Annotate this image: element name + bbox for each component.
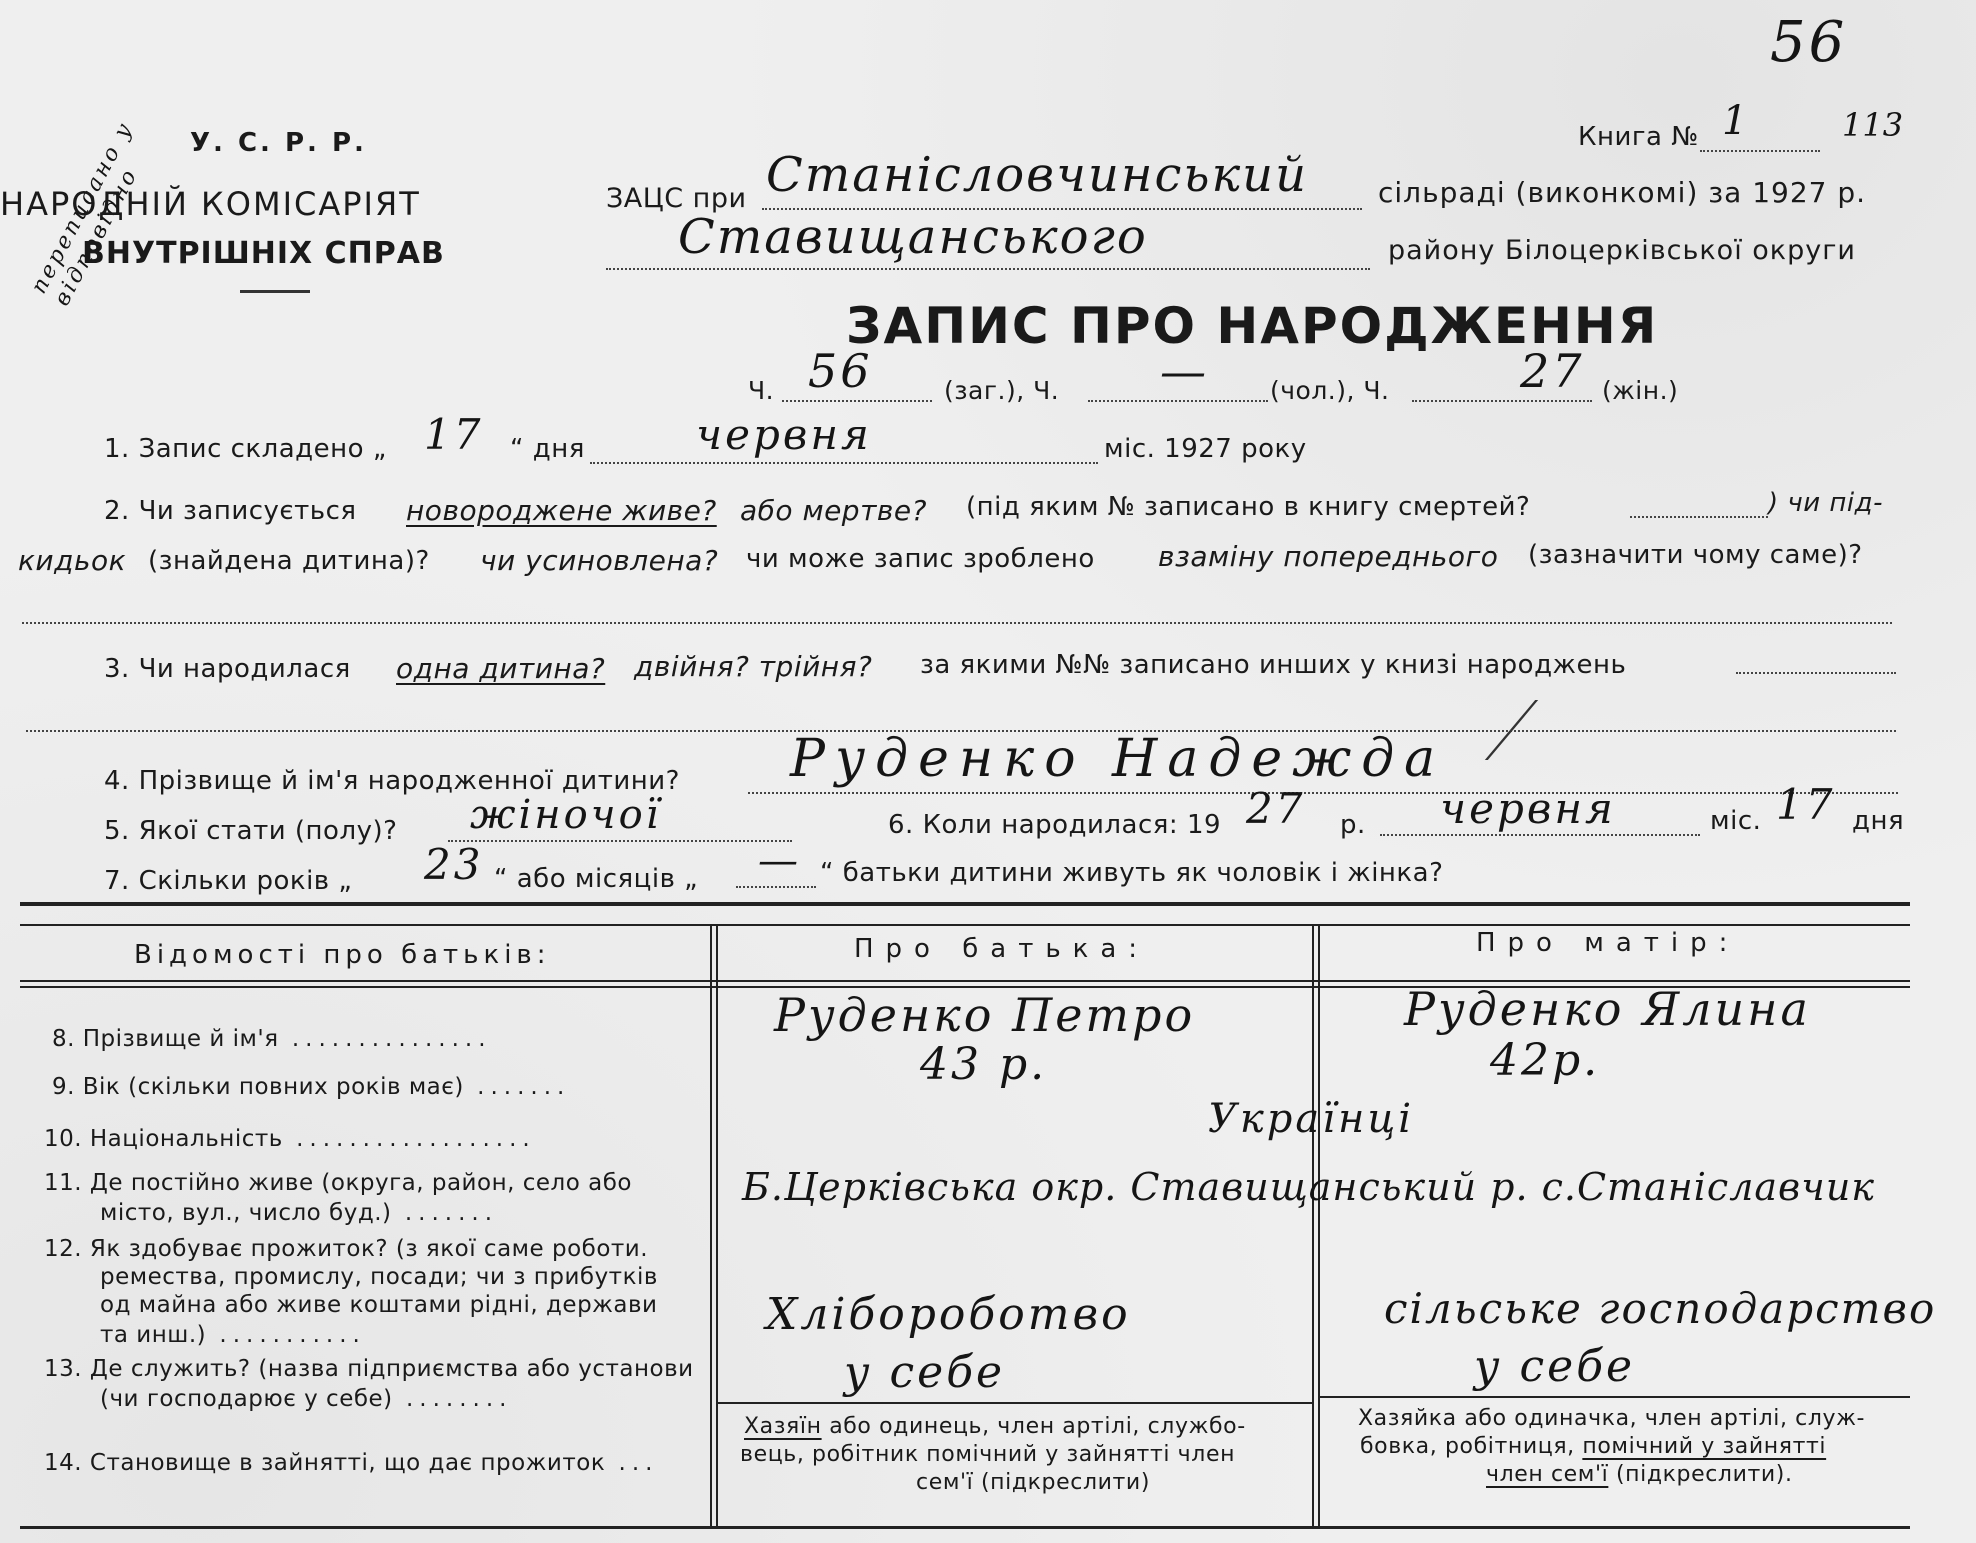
q1-month-line xyxy=(590,462,1098,464)
q2-replacement-option: взаміну попереднього xyxy=(1158,540,1499,573)
row-14-leader: ... xyxy=(605,1450,659,1476)
mother-age-value: 42р. xyxy=(1490,1035,1601,1086)
q1-day-suffix: “ дня xyxy=(510,434,585,464)
mother-status-line1: Хазяйка або одиначка, член артілі, служ- xyxy=(1358,1406,1866,1431)
q7-label: 7. Скільки років „ xyxy=(104,866,353,896)
record-title: ЗАПИС ПРО НАРОДЖЕННЯ xyxy=(846,297,1659,355)
table-top-rule xyxy=(20,902,1910,906)
female-number-label: (жін.) xyxy=(1602,376,1679,405)
female-number-line xyxy=(1412,400,1592,402)
mother-status-note: (підкреслити). xyxy=(1615,1462,1793,1487)
zags-label: ЗАЦС при xyxy=(606,183,747,214)
q6-day-label: дня xyxy=(1852,806,1905,836)
page-number: 113 xyxy=(1842,106,1904,144)
book-label: Книга № xyxy=(1578,122,1699,152)
republic-label: У. С. Р. Р. xyxy=(190,128,367,158)
commissariat-line1: НАРОДНІЙ КОМІСАРІЯТ xyxy=(0,185,421,223)
header-about-mother: Про матір: xyxy=(1476,928,1740,958)
q2-blank-line xyxy=(22,622,1892,624)
row-12-text-d: та инш.) xyxy=(100,1322,207,1348)
q7-suffix: “ батьки дитини живуть як чоловік і жінка? xyxy=(820,858,1444,888)
q1-label: 1. Запис складено „ xyxy=(104,434,387,464)
row-12-label-d xyxy=(100,1320,366,1350)
margin-note: переписано у відповідно xyxy=(26,117,144,311)
q2-alive-option: новороджене живе? xyxy=(406,494,717,527)
mother-status-helper: помічний у зайнятті xyxy=(1582,1434,1827,1459)
district-suffix: району Білоцерківської округи xyxy=(1388,235,1856,266)
q4-label: 4. Прізвище й ім'я народженної дитини? xyxy=(104,766,680,796)
q6-month-line xyxy=(1380,834,1700,836)
row-11-label-a: 11. Де постійно живе (округа, район, село або xyxy=(44,1170,632,1196)
row-10-leader: .................. xyxy=(282,1126,536,1152)
q4-child-name-line xyxy=(748,792,1898,794)
table-bottom-rule xyxy=(20,1526,1910,1529)
row-11-label-b xyxy=(100,1198,498,1228)
q6-month-label: міс. xyxy=(1710,806,1762,836)
q3-other-records-line xyxy=(1736,672,1896,674)
col-divider-2a xyxy=(1312,924,1314,1526)
q1-month-value: червня xyxy=(696,410,872,459)
q3-part1: 3. Чи народилася xyxy=(104,654,351,684)
header-about-father: Про батька: xyxy=(854,934,1150,964)
father-occupation-value: Хлібороботво xyxy=(766,1289,1131,1340)
row-14-text: 14. Становище в зайнятті, що дає прожиток xyxy=(44,1450,606,1476)
nationality-value: Українці xyxy=(1208,1096,1415,1142)
book-number: 1 xyxy=(1722,98,1751,144)
q4-child-name-value: Руденко Надежда xyxy=(790,729,1446,789)
row-9-leader: ....... xyxy=(463,1074,571,1100)
q7-months-value: — xyxy=(758,838,801,884)
header-parents-info: Відомості про батьків: xyxy=(134,940,551,970)
general-number-value: 56 xyxy=(808,344,873,398)
father-name-value: Руденко Петро xyxy=(774,988,1196,1042)
row-13-text-b: (чи господарює у себе) xyxy=(100,1386,393,1412)
row-10-text: 10. Національність xyxy=(44,1126,283,1152)
q2-adopted-option: чи усиновлена? xyxy=(480,544,719,577)
mother-status-worker: бовка, робітниця, xyxy=(1360,1434,1575,1459)
q2-death-book-line xyxy=(1630,516,1768,518)
general-number-line xyxy=(782,400,932,402)
row-9-label xyxy=(52,1072,570,1102)
council-value: Станісловчинський xyxy=(766,147,1309,203)
mother-status-line2 xyxy=(1360,1432,1826,1461)
district-value: Ставищанського xyxy=(678,209,1148,265)
general-number-label: (заг.), Ч. xyxy=(944,376,1060,405)
q1-suffix: міс. 1927 року xyxy=(1104,434,1307,464)
q7-years-value: 23 xyxy=(424,840,484,889)
row-13-label-a: 13. Де служить? (назва підприємства або установи xyxy=(44,1356,694,1382)
male-number-label: (чол.), Ч. xyxy=(1270,376,1390,405)
q5-sex-value: жіночої xyxy=(470,792,662,838)
q6-label: 6. Коли народилася: 19 xyxy=(888,810,1222,840)
female-number-value: 27 xyxy=(1520,344,1585,398)
male-number-value: — xyxy=(1160,344,1209,398)
male-number-line xyxy=(1088,400,1268,402)
father-status-line1 xyxy=(744,1412,1246,1441)
table-top-rule-2 xyxy=(20,924,1910,926)
father-status-line2: вець, робітник помічний у зайнятті член xyxy=(740,1442,1236,1467)
row-14-label xyxy=(44,1448,658,1478)
row-9-text: 9. Вік (скільки повних років має) xyxy=(52,1074,464,1100)
row-11-leader: ....... xyxy=(391,1200,499,1226)
mother-name-value: Руденко Ялина xyxy=(1404,982,1811,1036)
row-8-label xyxy=(52,1024,492,1054)
col-divider-1b xyxy=(716,924,718,1526)
book-number-line xyxy=(1700,150,1820,152)
commissariat-line2: ВНУТРІШНІХ СПРАВ xyxy=(82,236,445,271)
col-divider-2b xyxy=(1318,924,1320,1526)
q3-twins-triplets-option: двійня? трійня? xyxy=(634,650,873,683)
q6-year-value: 27 xyxy=(1246,784,1306,833)
q6-day-value: 17 xyxy=(1776,780,1836,829)
q2-specify-label: (зазначити чому саме)? xyxy=(1528,540,1863,570)
q2-part5: ) чи під- xyxy=(1768,488,1884,518)
row-13-label-b xyxy=(100,1384,512,1414)
mother-status-family: член сем'ї xyxy=(1486,1462,1609,1487)
father-status-owner: Хазяїн xyxy=(744,1414,822,1439)
q5-label: 5. Якої стати (полу)? xyxy=(104,816,398,846)
row-13-leader: ........ xyxy=(392,1386,513,1412)
q7-months-line xyxy=(736,886,816,888)
q3-other-records-label: за якими №№ записано инших у книзі народжень xyxy=(920,650,1627,680)
q6-year-suffix: р. xyxy=(1340,810,1366,840)
row-12-label-a: 12. Як здобуває прожиток? (з якої саме роботи. xyxy=(44,1236,649,1262)
q3-single-option: одна дитина? xyxy=(396,652,606,685)
q7-months-label: “ або місяців „ xyxy=(494,864,699,894)
row-12-leader: ........... xyxy=(206,1322,366,1348)
status-box-rule-mother xyxy=(1320,1396,1910,1398)
row-8-text: 8. Прізвище й ім'я xyxy=(52,1026,279,1052)
father-status-line3: сем'ї (підкреслити) xyxy=(916,1470,1151,1495)
row-8-leader: ............... xyxy=(278,1026,492,1052)
q5-sex-line xyxy=(448,840,792,842)
header-divider xyxy=(240,290,310,293)
q1-day-value: 17 xyxy=(424,410,484,459)
father-workplace-value: у себе xyxy=(844,1347,1006,1398)
row-11-text-b: місто, вул., число буд.) xyxy=(100,1200,392,1226)
q6-month-value: червня xyxy=(1440,784,1616,833)
q2-dead-option: або мертве? xyxy=(740,494,927,527)
q2-foundling-option: кидьок xyxy=(18,544,127,577)
q2-part1: 2. Чи записується xyxy=(104,496,357,526)
number-label-1: Ч. xyxy=(748,376,775,405)
residence-value: Б.Церківська окр. Ставищанський р. с.Станіславчик xyxy=(742,1165,1875,1209)
mother-occupation-value: сільське господарство xyxy=(1384,1284,1937,1333)
district-line xyxy=(606,268,1370,270)
row-12-label-c: од майна або живе коштами рідні, держави xyxy=(100,1292,658,1318)
status-box-rule-father xyxy=(718,1402,1312,1404)
q2-found-child-label: (знайдена дитина)? xyxy=(148,546,430,576)
row-12-label-b: ремества, промислу, посади; чи з прибутків xyxy=(100,1264,658,1290)
q2-replacement-label: чи може запис зроблено xyxy=(746,544,1095,574)
father-status-rest: або одинець, член артілі, службо- xyxy=(829,1414,1246,1439)
father-age-value: 43 р. xyxy=(920,1039,1048,1090)
council-suffix: сільраді (виконкомі) за 1927 р. xyxy=(1378,176,1867,209)
col-divider-1a xyxy=(710,924,712,1526)
mother-workplace-value: у себе xyxy=(1474,1341,1636,1392)
mother-status-line3 xyxy=(1486,1460,1793,1489)
corner-number: 56 xyxy=(1770,10,1848,75)
row-10-label xyxy=(44,1124,536,1154)
q2-death-book-label: (під яким № записано в книгу смертей? xyxy=(966,492,1531,522)
